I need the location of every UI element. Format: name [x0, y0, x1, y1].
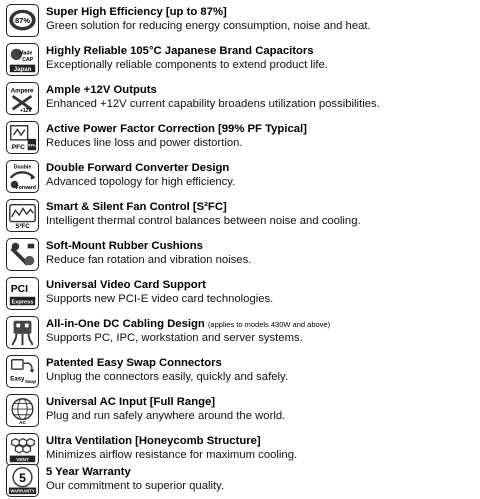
feature-title: Super High Efficiency [up to 87%]	[46, 6, 227, 18]
feature-title: Patented Easy Swap Connectors	[46, 357, 222, 369]
feature-title: Highly Reliable 105°C Japanese Brand Capacitors	[46, 45, 314, 57]
feature-row	[0, 198, 480, 234]
feature-description: Supports new PCI-E video card technologies.	[46, 293, 274, 305]
feature-row	[0, 3, 480, 39]
pci-express-icon	[6, 277, 39, 310]
feature-title: Smart & Silent Fan Control [S²FC]	[46, 201, 227, 213]
active-pfc-icon	[6, 121, 39, 154]
feature-row	[0, 354, 480, 390]
icon-text: WARRANTY	[10, 488, 35, 494]
icon-text: 99%	[28, 143, 36, 148]
icon-text: S²FC	[15, 223, 30, 231]
feature-title: Soft-Mount Rubber Cushions	[46, 240, 203, 252]
icon-text: PCI	[10, 284, 28, 296]
double-forward-icon	[6, 160, 39, 193]
feature-title: Universal AC Input [Full Range]	[46, 396, 216, 408]
icon-text: Made	[19, 50, 33, 57]
icon-text: 87%	[14, 15, 31, 25]
feature-row	[0, 315, 480, 351]
icon-text: AC	[19, 420, 26, 426]
rubber-cushion-icon	[6, 238, 39, 271]
feature-description: Exceptionally reliable components to extend product life.	[46, 59, 328, 71]
smart-fan-icon	[6, 199, 39, 232]
feature-description: Supports PC, IPC, workstation and server systems.	[46, 332, 303, 344]
icon-text: Swap	[24, 379, 37, 385]
feature-row	[0, 42, 480, 78]
feature-note: (applies to models 430W and above)	[207, 320, 331, 329]
feature-title: Ultra Ventilation [Honeycomb Structure]	[46, 435, 261, 447]
feature-title: Active Power Factor Correction [99% PF Typical]	[46, 123, 307, 135]
feature-description: Plug and run safely anywhere around the world.	[46, 410, 286, 422]
easy-swap-icon	[6, 355, 39, 388]
icon-text: Ampere	[10, 87, 34, 95]
feature-title: All-in-One DC Cabling Design (applies to models 430W and above)	[46, 318, 331, 330]
japanese-capacitor-icon	[6, 43, 39, 76]
feature-description: Advanced topology for high efficiency.	[46, 176, 236, 188]
feature-title: 5 Year Warranty	[46, 466, 131, 478]
feature-row	[0, 81, 480, 117]
icon-text: 5	[19, 470, 26, 485]
dc-cabling-icon	[6, 316, 39, 349]
honeycomb-icon	[6, 433, 39, 466]
icon-text: Forward	[15, 185, 36, 192]
feature-row	[0, 463, 480, 499]
feature-title: Ample +12V Outputs	[46, 84, 157, 96]
icon-text: Easy	[10, 375, 25, 383]
universal-ac-icon	[6, 394, 39, 427]
icon-text: +12V	[19, 108, 32, 114]
feature-description: Reduces line loss and power distortion.	[46, 137, 243, 149]
icon-text: CAP	[22, 56, 34, 63]
feature-row	[0, 393, 480, 429]
feature-row	[0, 120, 480, 156]
warranty-5-year-icon	[6, 464, 39, 497]
feature-row	[0, 276, 480, 312]
feature-description: Minimizes airflow resistance for maximum cooling.	[46, 449, 298, 461]
icon-text: PFC	[11, 144, 25, 152]
icon-text: Japan	[13, 65, 32, 73]
feature-description: Intelligent thermal control balances between noise and cooling.	[46, 215, 361, 227]
feature-title: Universal Video Card Support	[46, 279, 206, 291]
icon-text: Double	[13, 164, 32, 171]
feature-description: Reduce fan rotation and vibration noises.	[46, 254, 252, 266]
icon-text: Express	[11, 299, 34, 306]
feature-description: Green solution for reducing energy consumption, noise and heat.	[46, 20, 371, 32]
feature-description: Unplug the connectors easily, quickly and safely.	[46, 371, 288, 383]
feature-description: Our commitment to superior quality.	[46, 480, 225, 492]
feature-row	[0, 159, 480, 195]
ampere-12v-icon	[6, 82, 39, 115]
feature-title: Double Forward Converter Design	[46, 162, 230, 174]
icon-text: VENT	[16, 456, 29, 462]
efficiency-87-icon	[6, 4, 39, 37]
feature-row	[0, 237, 480, 273]
feature-description: Enhanced +12V current capability broadens utilization possibilities.	[46, 98, 380, 110]
